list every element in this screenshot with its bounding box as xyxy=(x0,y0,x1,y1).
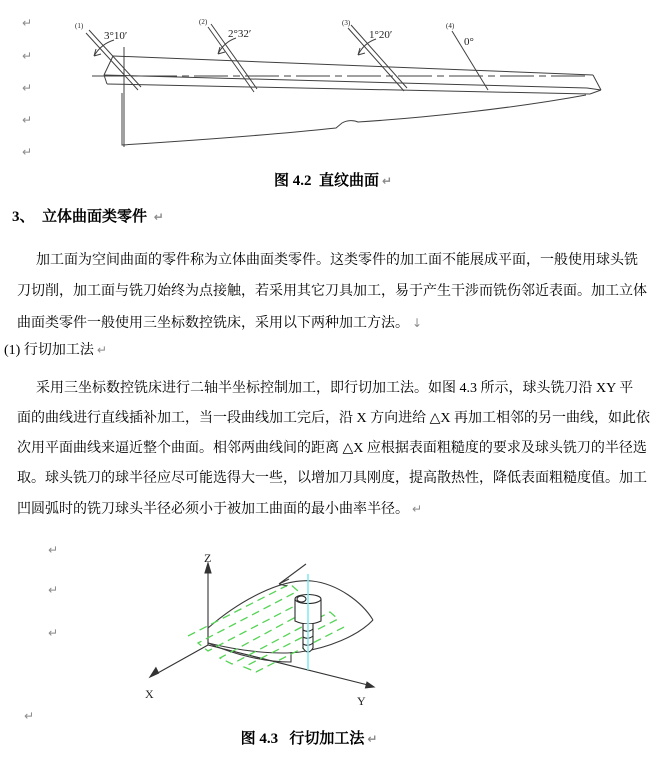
line-break-mark: ↓ xyxy=(412,316,423,330)
angle-value-3: 1°20′ xyxy=(369,29,393,41)
section-label-4: (4) xyxy=(446,22,455,30)
curved-surface xyxy=(208,581,373,662)
section-label-1: (1) xyxy=(75,22,84,30)
part-drawing xyxy=(92,47,601,147)
section-callout-1 xyxy=(75,22,141,90)
caption-figure-4-3 xyxy=(0,731,666,747)
paragraph-mark: ↵ xyxy=(367,732,378,746)
paragraph-mark: ↵ xyxy=(22,49,33,63)
paragraph-mark: ↵ xyxy=(48,543,59,557)
paragraph-mark: ↵ xyxy=(24,709,35,723)
paragraph-mark: ↵ xyxy=(22,145,33,159)
caption-figure-4-2 xyxy=(0,173,666,189)
section-callout-2 xyxy=(199,18,257,92)
paragraph-mark: ↵ xyxy=(153,210,164,224)
x-axis-arrowhead xyxy=(150,668,159,677)
heading-text: 3、 立体曲面类零件 xyxy=(12,209,151,225)
angle-arc-3 xyxy=(358,39,376,55)
section-heading xyxy=(12,209,164,225)
part-right-tip xyxy=(587,75,601,94)
part-bottom-profile xyxy=(122,93,586,145)
paragraph-1-line-1: 加工面为空间曲面的零件称为立体曲面类零件。这类零件的加工面不能展成平面，一般使用球头铣 xyxy=(36,253,638,268)
paragraph-mark: ↵ xyxy=(48,626,59,640)
paragraph-2-line-1: 采用三坐标数控铣床进行二轴半坐标控制加工，即行切加工法。如图 4.3 所示，球头铣刀沿 XY 平 xyxy=(36,381,634,396)
part-band-top-edge xyxy=(104,75,587,88)
paragraph-mark: ↵ xyxy=(22,16,33,30)
caption-text: 图 4.2 直纹曲面 xyxy=(273,173,379,189)
surface-back-edge xyxy=(208,581,373,628)
figure-4-2-ruled-surface xyxy=(70,14,602,166)
section-label-3: (3) xyxy=(342,19,351,27)
tool-spindle-hole xyxy=(297,596,306,602)
paragraph-1-line-2: 刀切削，加工面与铣刀始终为点接触，若采用其它刀具加工，易于产生干涉而铣伤邻近表面。加工立体 xyxy=(17,284,647,299)
feed-direction-arrow xyxy=(279,564,306,586)
axis-label-x: X xyxy=(145,687,154,701)
figure-4-3-row-cutting xyxy=(140,548,390,720)
paragraph-2-line-2: 面的曲线进行直线插补加工，当一段曲线加工完后，沿 X 方向进给 △X 再加工相邻的另一曲线，如此依 xyxy=(17,411,650,426)
paragraph-mark: ↵ xyxy=(48,583,59,597)
list-item-1 xyxy=(4,342,107,359)
part-left-edge xyxy=(104,56,113,75)
section-label-2: (2) xyxy=(199,18,208,26)
part-top-edge xyxy=(113,56,593,75)
paragraph-2-line-5-text: 凹圆弧时的铣刀球头半径必须小于被加工曲面的最小曲率半径。 xyxy=(17,502,409,517)
angle-value-2: 2°32′ xyxy=(228,28,252,40)
caption-text: 图 4.3 行切加工法 xyxy=(240,731,365,747)
angle-value-1: 3°10′ xyxy=(104,30,128,42)
axis-label-z: Z xyxy=(204,551,212,565)
section-callout-4 xyxy=(446,22,488,90)
part-band-bottom-edge xyxy=(107,84,590,94)
paragraph-mark: ↵ xyxy=(412,502,423,516)
list-item-1-text: (1) 行切加工法 xyxy=(4,343,94,358)
paragraph-mark: ↵ xyxy=(381,174,393,188)
paragraph-mark: ↵ xyxy=(22,81,33,95)
angle-value-4: 0° xyxy=(464,36,474,48)
paragraph-2-line-4: 取。球头铣刀的球半径应尽可能选得大一些，以增加刀具刚度，提高散热性，降低表面粗糙度值。加工 xyxy=(17,471,647,486)
paragraph-mark: ↵ xyxy=(96,343,107,357)
paragraph-1-line-3 xyxy=(17,315,422,332)
toolpath-zigzag xyxy=(188,584,348,672)
y-axis-arrowhead xyxy=(366,682,375,688)
paragraph-2-line-3: 次用平面曲线来逼近整个曲面。相邻两曲线间的距离 △X 应根据表面粗糙度的要求及球头铣刀的半径选 xyxy=(17,441,647,456)
paragraph-2-line-5 xyxy=(17,501,422,518)
axis-label-y: Y xyxy=(357,694,366,708)
section-callout-3 xyxy=(342,19,407,91)
paragraph-1-line-3-text: 曲面类零件一般使用三坐标数控铣床，采用以下两种加工方法。 xyxy=(17,316,409,331)
x-axis xyxy=(156,645,208,674)
paragraph-mark: ↵ xyxy=(22,113,33,127)
